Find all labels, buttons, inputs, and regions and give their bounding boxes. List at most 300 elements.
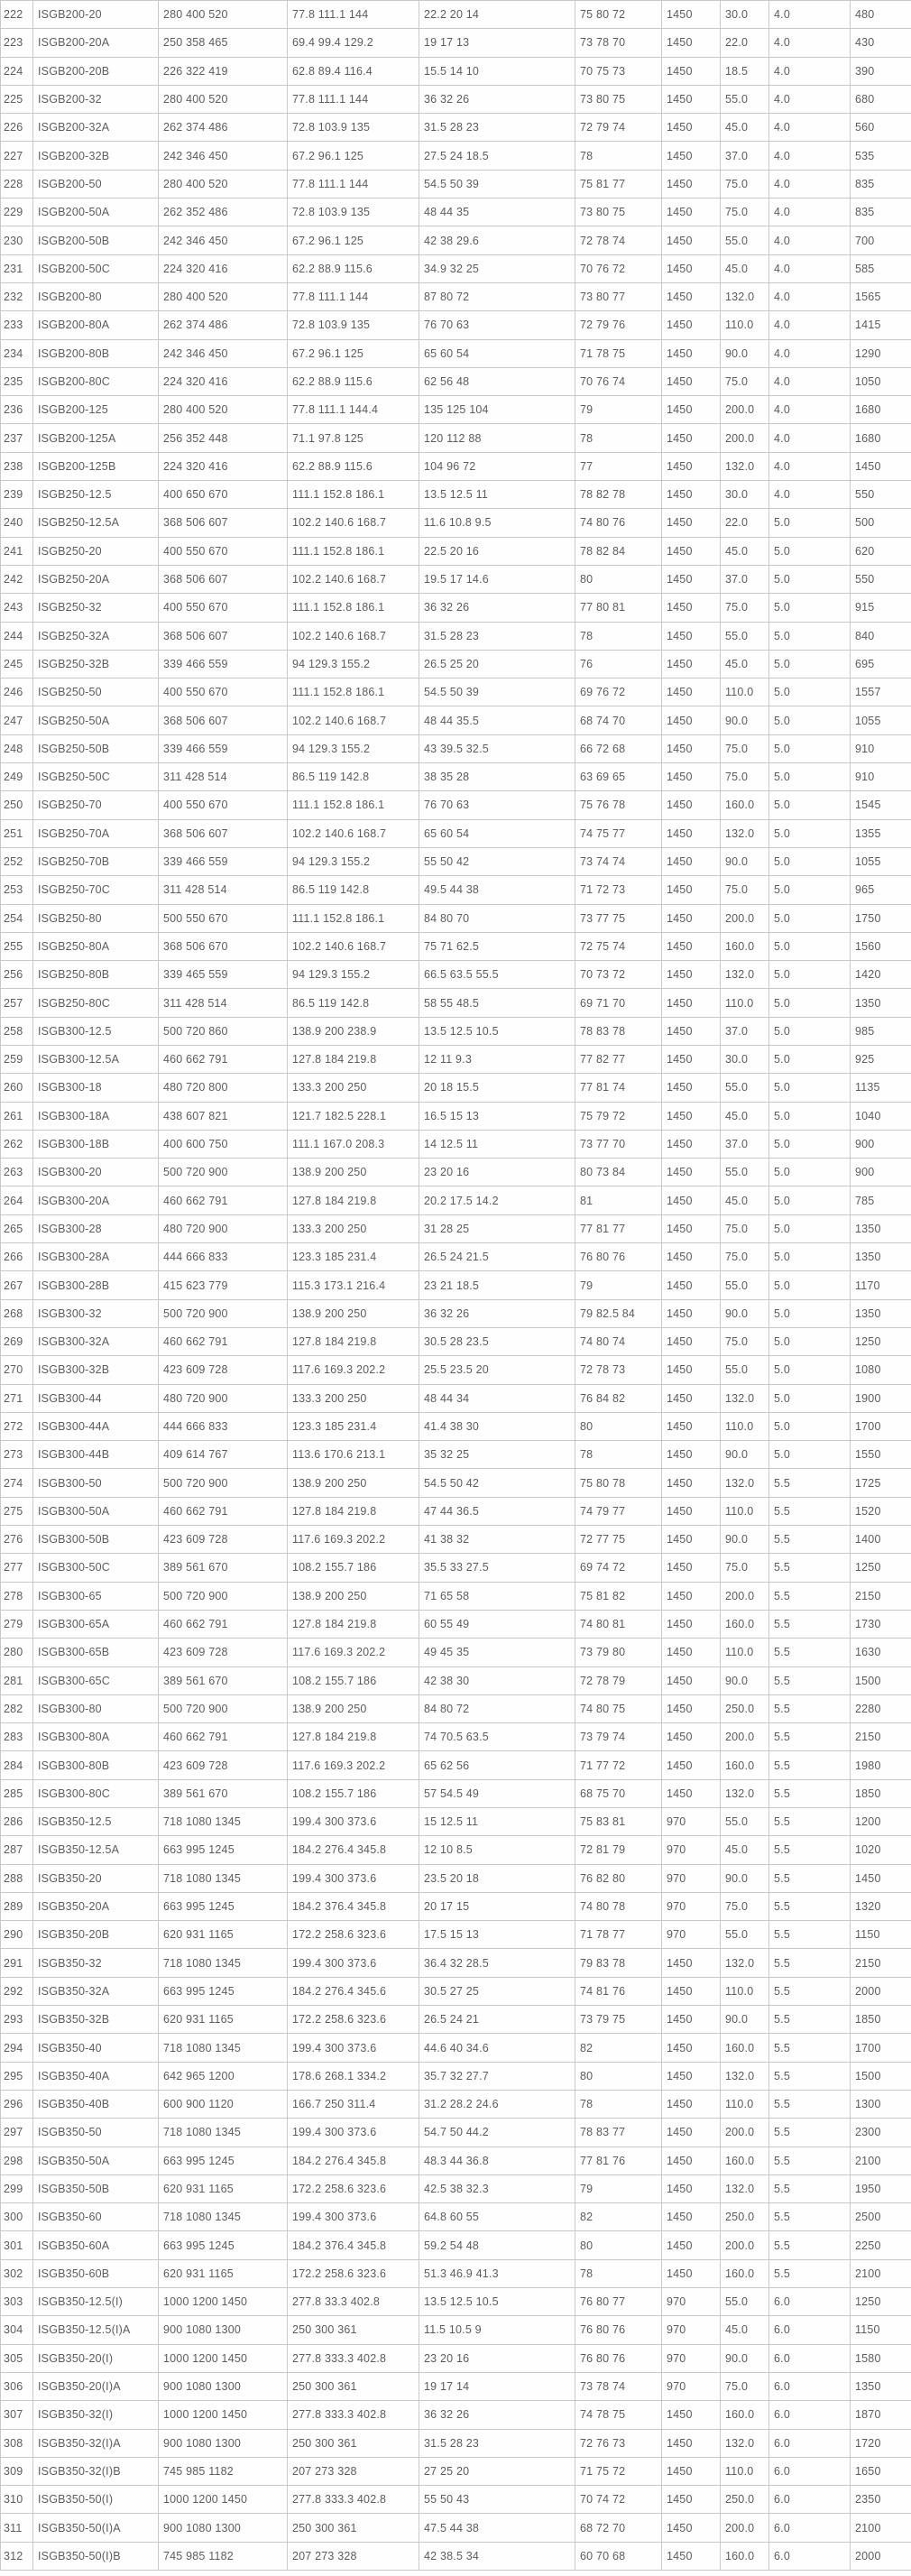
row-number-cell: 246 bbox=[1, 679, 33, 706]
value-cell: 75.0 bbox=[721, 1892, 769, 1920]
value-cell: 72 79 74 bbox=[575, 114, 662, 142]
value-cell: 73 77 70 bbox=[575, 1130, 662, 1158]
table-row bbox=[1, 367, 911, 395]
value-cell: 31 28 25 bbox=[419, 1214, 575, 1242]
table-row bbox=[1, 1639, 911, 1667]
value-cell: 35 32 25 bbox=[419, 1441, 575, 1469]
value-cell: 132.0 bbox=[721, 1949, 769, 1977]
value-cell: 110.0 bbox=[721, 1497, 769, 1525]
model-cell: ISGB200-20B bbox=[33, 57, 159, 85]
model-cell: ISGB350-50 bbox=[33, 2119, 159, 2147]
value-cell: 77.8 111.1 144 bbox=[288, 170, 419, 198]
value-cell: 111.1 167.0 208.3 bbox=[288, 1130, 419, 1158]
value-cell: 90.0 bbox=[721, 2344, 769, 2372]
value-cell: 42 38.5 34 bbox=[419, 2542, 575, 2570]
table-row bbox=[1, 170, 911, 198]
value-cell: 138.9 200 250 bbox=[288, 1469, 419, 1497]
row-number-cell: 301 bbox=[1, 2231, 33, 2259]
row-number-cell: 293 bbox=[1, 2006, 33, 2034]
value-cell: 250 300 361 bbox=[288, 2316, 419, 2344]
value-cell: 123.3 185 231.4 bbox=[288, 1243, 419, 1271]
value-cell: 77.8 111.1 144.4 bbox=[288, 396, 419, 424]
row-number-cell: 228 bbox=[1, 170, 33, 198]
value-cell: 226 322 419 bbox=[159, 57, 288, 85]
value-cell: 5.5 bbox=[769, 1610, 851, 1638]
value-cell: 1450 bbox=[662, 1102, 721, 1130]
row-number-cell: 231 bbox=[1, 254, 33, 282]
table-row bbox=[1, 509, 911, 537]
value-cell: 620 bbox=[851, 537, 911, 565]
value-cell: 11.6 10.8 9.5 bbox=[419, 509, 575, 537]
value-cell: 4.0 bbox=[769, 339, 851, 367]
value-cell: 62.2 88.9 115.6 bbox=[288, 254, 419, 282]
value-cell: 199.4 300 373.6 bbox=[288, 2119, 419, 2147]
value-cell: 6.0 bbox=[769, 2542, 851, 2570]
value-cell: 68 74 70 bbox=[575, 706, 662, 734]
value-cell: 55.0 bbox=[721, 85, 769, 113]
row-number-cell: 273 bbox=[1, 1441, 33, 1469]
value-cell: 1545 bbox=[851, 791, 911, 819]
value-cell: 71 65 58 bbox=[419, 1582, 575, 1610]
value-cell: 5.5 bbox=[769, 1864, 851, 1892]
value-cell: 75.0 bbox=[721, 594, 769, 622]
value-cell: 1450 bbox=[662, 791, 721, 819]
model-cell: ISGB350-20 bbox=[33, 1864, 159, 1892]
value-cell: 1450 bbox=[662, 706, 721, 734]
value-cell: 480 720 900 bbox=[159, 1384, 288, 1412]
value-cell: 224 320 416 bbox=[159, 254, 288, 282]
model-cell: ISGB300-65B bbox=[33, 1639, 159, 1667]
value-cell: 480 720 900 bbox=[159, 1214, 288, 1242]
value-cell: 910 bbox=[851, 734, 911, 762]
value-cell: 111.1 152.8 186.1 bbox=[288, 594, 419, 622]
value-cell: 78 82 84 bbox=[575, 537, 662, 565]
row-number-cell: 271 bbox=[1, 1384, 33, 1412]
value-cell: 199.4 300 373.6 bbox=[288, 1808, 419, 1836]
value-cell: 160.0 bbox=[721, 932, 769, 960]
value-cell: 77 bbox=[575, 452, 662, 480]
value-cell: 20 18 15.5 bbox=[419, 1074, 575, 1102]
value-cell: 400 550 670 bbox=[159, 537, 288, 565]
value-cell: 250.0 bbox=[721, 2203, 769, 2231]
value-cell: 54.5 50 39 bbox=[419, 679, 575, 706]
value-cell: 70 75 73 bbox=[575, 57, 662, 85]
value-cell: 1450 bbox=[662, 876, 721, 904]
value-cell: 389 561 670 bbox=[159, 1554, 288, 1582]
value-cell: 4.0 bbox=[769, 170, 851, 198]
row-number-cell: 297 bbox=[1, 2119, 33, 2147]
value-cell: 117.6 169.3 202.2 bbox=[288, 1356, 419, 1384]
table-row bbox=[1, 1808, 911, 1836]
value-cell: 409 614 767 bbox=[159, 1441, 288, 1469]
value-cell: 22.0 bbox=[721, 29, 769, 57]
table-row bbox=[1, 1836, 911, 1864]
value-cell: 1450 bbox=[662, 396, 721, 424]
model-cell: ISGB250-50 bbox=[33, 679, 159, 706]
value-cell: 718 1080 1345 bbox=[159, 1864, 288, 1892]
value-cell: 1450 bbox=[662, 2514, 721, 2542]
model-cell: ISGB300-80C bbox=[33, 1779, 159, 1807]
model-cell: ISGB300-80A bbox=[33, 1723, 159, 1751]
value-cell: 5.5 bbox=[769, 2203, 851, 2231]
value-cell: 4.0 bbox=[769, 424, 851, 452]
value-cell: 69.4 99.4 129.2 bbox=[288, 29, 419, 57]
value-cell: 79 bbox=[575, 2174, 662, 2202]
value-cell: 37.0 bbox=[721, 1017, 769, 1045]
value-cell: 900 1080 1300 bbox=[159, 2316, 288, 2344]
model-cell: ISGB300-80 bbox=[33, 1694, 159, 1722]
value-cell: 460 662 791 bbox=[159, 1610, 288, 1638]
value-cell: 1870 bbox=[851, 2401, 911, 2429]
value-cell: 500 720 900 bbox=[159, 1582, 288, 1610]
value-cell: 460 662 791 bbox=[159, 1045, 288, 1073]
value-cell: 620 931 1165 bbox=[159, 1921, 288, 1949]
model-cell: ISGB350-32(I)A bbox=[33, 2429, 159, 2457]
model-cell: ISGB350-50B bbox=[33, 2174, 159, 2202]
table-row bbox=[1, 2062, 911, 2090]
value-cell: 127.8 184 219.8 bbox=[288, 1723, 419, 1751]
value-cell: 500 720 900 bbox=[159, 1469, 288, 1497]
value-cell: 5.0 bbox=[769, 1214, 851, 1242]
value-cell: 184.2 376.4 345.8 bbox=[288, 2231, 419, 2259]
model-cell: ISGB200-20 bbox=[33, 1, 159, 29]
value-cell: 277.8 33.3 402.8 bbox=[288, 2288, 419, 2316]
table-row bbox=[1, 1045, 911, 1073]
value-cell: 1450 bbox=[662, 424, 721, 452]
value-cell: 19 17 13 bbox=[419, 29, 575, 57]
table-row bbox=[1, 1074, 911, 1102]
value-cell: 262 352 486 bbox=[159, 199, 288, 226]
value-cell: 1055 bbox=[851, 847, 911, 875]
model-cell: ISGB350-50(I)B bbox=[33, 2542, 159, 2570]
value-cell: 1350 bbox=[851, 1299, 911, 1327]
value-cell: 110.0 bbox=[721, 1977, 769, 2005]
table-row bbox=[1, 339, 911, 367]
value-cell: 5.0 bbox=[769, 706, 851, 734]
table-row bbox=[1, 1243, 911, 1271]
value-cell: 368 506 607 bbox=[159, 509, 288, 537]
table-row bbox=[1, 2119, 911, 2147]
value-cell: 26.5 25 20 bbox=[419, 650, 575, 678]
row-number-cell: 248 bbox=[1, 734, 33, 762]
value-cell: 718 1080 1345 bbox=[159, 2203, 288, 2231]
row-number-cell: 302 bbox=[1, 2259, 33, 2287]
table-row bbox=[1, 481, 911, 509]
value-cell: 37.0 bbox=[721, 1130, 769, 1158]
value-cell: 900 1080 1300 bbox=[159, 2372, 288, 2400]
value-cell: 68 75 70 bbox=[575, 1779, 662, 1807]
table-row bbox=[1, 876, 911, 904]
model-cell: ISGB300-18 bbox=[33, 1074, 159, 1102]
value-cell: 43 39.5 32.5 bbox=[419, 734, 575, 762]
value-cell: 4.0 bbox=[769, 226, 851, 254]
value-cell: 94 129.3 155.2 bbox=[288, 847, 419, 875]
value-cell: 277.8 333.3 402.8 bbox=[288, 2401, 419, 2429]
model-cell: ISGB250-32A bbox=[33, 622, 159, 650]
value-cell: 132.0 bbox=[721, 819, 769, 847]
value-cell: 31.2 28.2 24.6 bbox=[419, 2090, 575, 2118]
model-cell: ISGB350-12.5(I)A bbox=[33, 2316, 159, 2344]
value-cell: 127.8 184 219.8 bbox=[288, 1610, 419, 1638]
value-cell: 63 69 65 bbox=[575, 763, 662, 791]
value-cell: 1450 bbox=[662, 1159, 721, 1186]
value-cell: 1450 bbox=[662, 1074, 721, 1102]
value-cell: 138.9 200 238.9 bbox=[288, 1017, 419, 1045]
model-cell: ISGB250-20 bbox=[33, 537, 159, 565]
model-cell: ISGB350-20(I) bbox=[33, 2344, 159, 2372]
value-cell: 1135 bbox=[851, 1074, 911, 1102]
value-cell: 1450 bbox=[662, 1, 721, 29]
spec-table-body bbox=[1, 1, 911, 2571]
value-cell: 75.0 bbox=[721, 199, 769, 226]
value-cell: 5.5 bbox=[769, 1582, 851, 1610]
value-cell: 75.0 bbox=[721, 170, 769, 198]
value-cell: 339 466 559 bbox=[159, 734, 288, 762]
value-cell: 1450 bbox=[662, 1130, 721, 1158]
model-cell: ISGB250-70C bbox=[33, 876, 159, 904]
value-cell: 60 70 68 bbox=[575, 2542, 662, 2570]
value-cell: 1450 bbox=[662, 2119, 721, 2147]
value-cell: 49.5 44 38 bbox=[419, 876, 575, 904]
value-cell: 368 506 607 bbox=[159, 622, 288, 650]
table-row bbox=[1, 2006, 911, 2034]
value-cell: 277.8 333.3 402.8 bbox=[288, 2344, 419, 2372]
value-cell: 132.0 bbox=[721, 2429, 769, 2457]
value-cell: 90.0 bbox=[721, 1526, 769, 1554]
value-cell: 1850 bbox=[851, 1779, 911, 1807]
value-cell: 132.0 bbox=[721, 1469, 769, 1497]
model-cell: ISGB200-50C bbox=[33, 254, 159, 282]
value-cell: 94 129.3 155.2 bbox=[288, 734, 419, 762]
value-cell: 74 79 77 bbox=[575, 1497, 662, 1525]
value-cell: 5.5 bbox=[769, 1497, 851, 1525]
table-row bbox=[1, 254, 911, 282]
row-number-cell: 232 bbox=[1, 282, 33, 310]
value-cell: 57 54.5 49 bbox=[419, 1779, 575, 1807]
row-number-cell: 270 bbox=[1, 1356, 33, 1384]
model-cell: ISGB200-50A bbox=[33, 199, 159, 226]
value-cell: 5.5 bbox=[769, 1892, 851, 1920]
value-cell: 200.0 bbox=[721, 1582, 769, 1610]
value-cell: 49 45 35 bbox=[419, 1639, 575, 1667]
value-cell: 1150 bbox=[851, 1921, 911, 1949]
value-cell: 102.2 140.6 168.7 bbox=[288, 622, 419, 650]
table-row bbox=[1, 1159, 911, 1186]
model-cell: ISGB300-50 bbox=[33, 1469, 159, 1497]
value-cell: 199.4 300 373.6 bbox=[288, 1864, 419, 1892]
value-cell: 41 38 32 bbox=[419, 1526, 575, 1554]
model-cell: ISGB200-32 bbox=[33, 85, 159, 113]
table-row bbox=[1, 734, 911, 762]
value-cell: 5.5 bbox=[769, 2006, 851, 2034]
value-cell: 1520 bbox=[851, 1497, 911, 1525]
value-cell: 1450 bbox=[662, 594, 721, 622]
value-cell: 1050 bbox=[851, 367, 911, 395]
model-cell: ISGB300-32A bbox=[33, 1327, 159, 1355]
value-cell: 70 76 74 bbox=[575, 367, 662, 395]
table-row bbox=[1, 989, 911, 1017]
model-cell: ISGB200-32A bbox=[33, 114, 159, 142]
model-cell: ISGB300-12.5A bbox=[33, 1045, 159, 1073]
value-cell: 77 80 81 bbox=[575, 594, 662, 622]
model-cell: ISGB250-50B bbox=[33, 734, 159, 762]
value-cell: 111.1 152.8 186.1 bbox=[288, 537, 419, 565]
model-cell: ISGB350-32 bbox=[33, 1949, 159, 1977]
value-cell: 133.3 200 250 bbox=[288, 1214, 419, 1242]
row-number-cell: 229 bbox=[1, 199, 33, 226]
table-row bbox=[1, 2542, 911, 2570]
value-cell: 1450 bbox=[662, 1639, 721, 1667]
value-cell: 1290 bbox=[851, 339, 911, 367]
value-cell: 1000 1200 1450 bbox=[159, 2401, 288, 2429]
value-cell: 2150 bbox=[851, 1582, 911, 1610]
value-cell: 70 74 72 bbox=[575, 2486, 662, 2514]
value-cell: 5.0 bbox=[769, 565, 851, 593]
value-cell: 64.8 60 55 bbox=[419, 2203, 575, 2231]
value-cell: 160.0 bbox=[721, 2147, 769, 2174]
row-number-cell: 251 bbox=[1, 819, 33, 847]
value-cell: 5.0 bbox=[769, 537, 851, 565]
value-cell: 900 bbox=[851, 1159, 911, 1186]
value-cell: 4.0 bbox=[769, 254, 851, 282]
value-cell: 36 32 26 bbox=[419, 594, 575, 622]
table-row bbox=[1, 1610, 911, 1638]
value-cell: 1450 bbox=[662, 847, 721, 875]
value-cell: 62.2 88.9 115.6 bbox=[288, 367, 419, 395]
value-cell: 1630 bbox=[851, 1639, 911, 1667]
value-cell: 27 25 20 bbox=[419, 2457, 575, 2485]
value-cell: 90.0 bbox=[721, 1441, 769, 1469]
value-cell: 172.2 258.6 323.6 bbox=[288, 2006, 419, 2034]
row-number-cell: 281 bbox=[1, 1667, 33, 1694]
value-cell: 1450 bbox=[662, 2401, 721, 2429]
table-row bbox=[1, 2288, 911, 2316]
value-cell: 75 80 78 bbox=[575, 1469, 662, 1497]
table-row bbox=[1, 1921, 911, 1949]
value-cell: 224 320 416 bbox=[159, 452, 288, 480]
value-cell: 1450 bbox=[662, 1243, 721, 1271]
value-cell: 132.0 bbox=[721, 2062, 769, 2090]
value-cell: 480 720 800 bbox=[159, 1074, 288, 1102]
table-row bbox=[1, 226, 911, 254]
value-cell: 184.2 276.4 345.6 bbox=[288, 1977, 419, 2005]
row-number-cell: 304 bbox=[1, 2316, 33, 2344]
value-cell: 1450 bbox=[662, 1299, 721, 1327]
value-cell: 172.2 258.6 323.6 bbox=[288, 2259, 419, 2287]
value-cell: 5.0 bbox=[769, 989, 851, 1017]
value-cell: 184.2 276.4 345.8 bbox=[288, 1836, 419, 1864]
value-cell: 430 bbox=[851, 29, 911, 57]
value-cell: 1450 bbox=[662, 2062, 721, 2090]
value-cell: 47 44 36.5 bbox=[419, 1497, 575, 1525]
value-cell: 55.0 bbox=[721, 2288, 769, 2316]
value-cell: 51.3 46.9 41.3 bbox=[419, 2259, 575, 2287]
value-cell: 1450 bbox=[662, 622, 721, 650]
model-cell: ISGB250-80C bbox=[33, 989, 159, 1017]
value-cell: 160.0 bbox=[721, 1751, 769, 1779]
value-cell: 77 82 77 bbox=[575, 1045, 662, 1073]
model-cell: ISGB300-18B bbox=[33, 1130, 159, 1158]
value-cell: 5.5 bbox=[769, 1977, 851, 2005]
model-cell: ISGB300-28A bbox=[33, 1243, 159, 1271]
value-cell: 415 623 779 bbox=[159, 1271, 288, 1299]
model-cell: ISGB350-60A bbox=[33, 2231, 159, 2259]
value-cell: 1680 bbox=[851, 424, 911, 452]
value-cell: 79 bbox=[575, 1271, 662, 1299]
value-cell: 5.5 bbox=[769, 1554, 851, 1582]
value-cell: 48 44 34 bbox=[419, 1384, 575, 1412]
value-cell: 22.5 20 16 bbox=[419, 537, 575, 565]
row-number-cell: 291 bbox=[1, 1949, 33, 1977]
value-cell: 5.0 bbox=[769, 1017, 851, 1045]
value-cell: 5.0 bbox=[769, 1074, 851, 1102]
value-cell: 910 bbox=[851, 763, 911, 791]
value-cell: 6.0 bbox=[769, 2344, 851, 2372]
value-cell: 5.0 bbox=[769, 763, 851, 791]
value-cell: 70 73 72 bbox=[575, 961, 662, 989]
value-cell: 66.5 63.5 55.5 bbox=[419, 961, 575, 989]
row-number-cell: 289 bbox=[1, 1892, 33, 1920]
value-cell: 5.5 bbox=[769, 1639, 851, 1667]
value-cell: 250 300 361 bbox=[288, 2514, 419, 2542]
value-cell: 110.0 bbox=[721, 2457, 769, 2485]
row-number-cell: 298 bbox=[1, 2147, 33, 2174]
model-cell: ISGB300-28 bbox=[33, 1214, 159, 1242]
value-cell: 5.5 bbox=[769, 2147, 851, 2174]
value-cell: 86.5 119 142.8 bbox=[288, 763, 419, 791]
value-cell: 242 346 450 bbox=[159, 142, 288, 170]
value-cell: 1450 bbox=[662, 819, 721, 847]
value-cell: 55.0 bbox=[721, 1271, 769, 1299]
model-cell: ISGB350-60B bbox=[33, 2259, 159, 2287]
value-cell: 262 374 486 bbox=[159, 311, 288, 339]
value-cell: 250.0 bbox=[721, 1694, 769, 1722]
value-cell: 600 900 1120 bbox=[159, 2090, 288, 2118]
value-cell: 5.5 bbox=[769, 2090, 851, 2118]
value-cell: 970 bbox=[662, 1808, 721, 1836]
row-number-cell: 272 bbox=[1, 1412, 33, 1440]
value-cell: 16.5 15 13 bbox=[419, 1102, 575, 1130]
value-cell: 68 72 70 bbox=[575, 2514, 662, 2542]
value-cell: 5.0 bbox=[769, 847, 851, 875]
value-cell: 48 44 35.5 bbox=[419, 706, 575, 734]
value-cell: 262 374 486 bbox=[159, 114, 288, 142]
model-cell: ISGB300-65 bbox=[33, 1582, 159, 1610]
value-cell: 5.5 bbox=[769, 1836, 851, 1864]
value-cell: 178.6 268.1 334.2 bbox=[288, 2062, 419, 2090]
value-cell: 695 bbox=[851, 650, 911, 678]
model-cell: ISGB200-125 bbox=[33, 396, 159, 424]
value-cell: 6.0 bbox=[769, 2372, 851, 2400]
value-cell: 22.0 bbox=[721, 509, 769, 537]
value-cell: 74 80 76 bbox=[575, 509, 662, 537]
value-cell: 5.0 bbox=[769, 1271, 851, 1299]
value-cell: 200.0 bbox=[721, 1723, 769, 1751]
value-cell: 38 35 28 bbox=[419, 763, 575, 791]
value-cell: 27.5 24 18.5 bbox=[419, 142, 575, 170]
value-cell: 4.0 bbox=[769, 29, 851, 57]
value-cell: 444 666 833 bbox=[159, 1412, 288, 1440]
value-cell: 1450 bbox=[662, 2203, 721, 2231]
table-row bbox=[1, 1271, 911, 1299]
value-cell: 925 bbox=[851, 1045, 911, 1073]
row-number-cell: 243 bbox=[1, 594, 33, 622]
value-cell: 620 931 1165 bbox=[159, 2174, 288, 2202]
value-cell: 1450 bbox=[662, 1271, 721, 1299]
value-cell: 72 75 74 bbox=[575, 932, 662, 960]
value-cell: 110.0 bbox=[721, 1639, 769, 1667]
value-cell: 19.5 17 14.6 bbox=[419, 565, 575, 593]
